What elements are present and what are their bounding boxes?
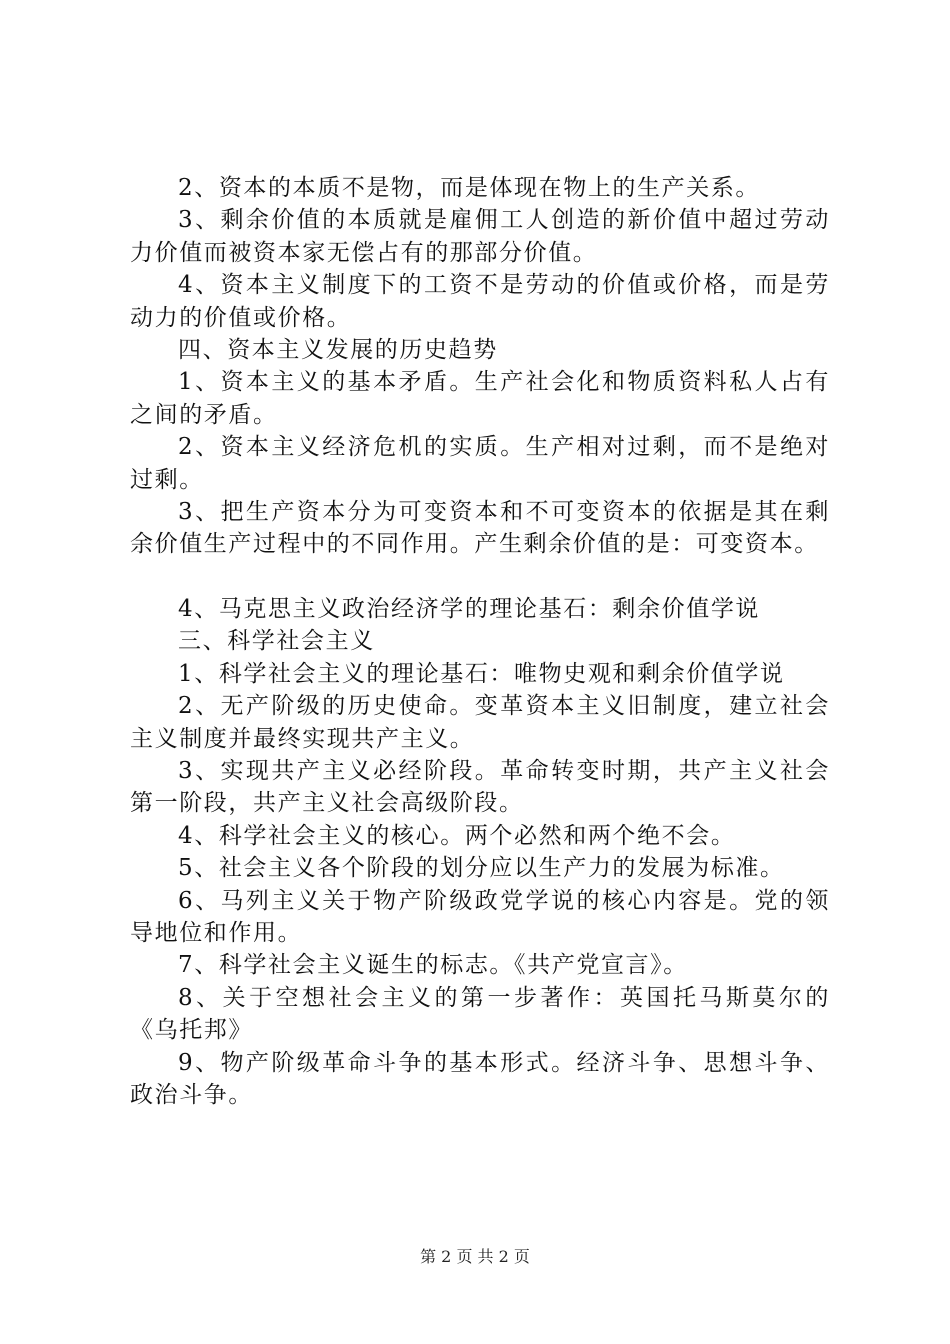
blank-line bbox=[130, 561, 830, 593]
paragraph: 7、科学社会主义诞生的标志。《共产党宣言》。 bbox=[178, 952, 688, 979]
paragraph: 3、剩余价值的本质就是雇佣工人创造的新价值中超过劳动力价值而被资本家无偿占有的那部分价值。 bbox=[130, 207, 830, 266]
paragraph: 2、无产阶级的历史使命。变革资本主义旧制度，建立社会主义制度并最终实现共产主义。 bbox=[130, 693, 830, 752]
paragraph: 5、社会主义各个阶段的划分应以生产力的发展为标准。 bbox=[178, 855, 785, 882]
paragraph: 2、资本的本质不是物，而是体现在物上的生产关系。 bbox=[178, 175, 761, 201]
paragraph: 4、马克思主义政治经济学的理论基石：剩余价值学说 bbox=[178, 595, 761, 622]
page-number-label: 第 2 页 共 2 页 bbox=[420, 1247, 530, 1266]
page-footer bbox=[0, 1244, 950, 1267]
paragraph: 6、马列主义关于物产阶级政党学说的核心内容是。党的领导地位和作用。 bbox=[130, 887, 830, 946]
paragraph: 4、资本主义制度下的工资不是劳动的价值或价格，而是劳动力的价值或价格。 bbox=[130, 272, 830, 331]
paragraph: 1、资本主义的基本矛盾。生产社会化和物质资料私人占有之间的矛盾。 bbox=[130, 369, 830, 428]
paragraph: 9、物产阶级革命斗争的基本形式。经济斗争、思想斗争、政治斗争。 bbox=[130, 1049, 830, 1108]
section-heading: 三、科学社会主义 bbox=[178, 628, 375, 655]
paragraph: 1、科学社会主义的理论基石：唯物史观和剩余价值学说 bbox=[178, 660, 785, 687]
document-body bbox=[130, 172, 830, 1111]
paragraph: 3、实现共产主义必经阶段。革命转变时期，共产主义社会第一阶段，共产主义社会高级阶段。 bbox=[130, 757, 830, 817]
paragraph: 3、把生产资本分为可变资本和不可变资本的依据是其在剩余价值生产过程中的不同作用。产生剩余价值的是：可变资本。 bbox=[130, 499, 830, 558]
paragraph: 2、资本主义经济危机的实质。生产相对过剩，而不是绝对过剩。 bbox=[130, 434, 830, 493]
paragraph: 8、关于空想社会主义的第一步著作：英国托马斯莫尔的《乌托邦》 bbox=[130, 984, 830, 1044]
section-heading: 四、资本主义发展的历史趋势 bbox=[178, 337, 498, 364]
paragraph: 4、科学社会主义的核心。两个必然和两个绝不会。 bbox=[178, 822, 736, 849]
